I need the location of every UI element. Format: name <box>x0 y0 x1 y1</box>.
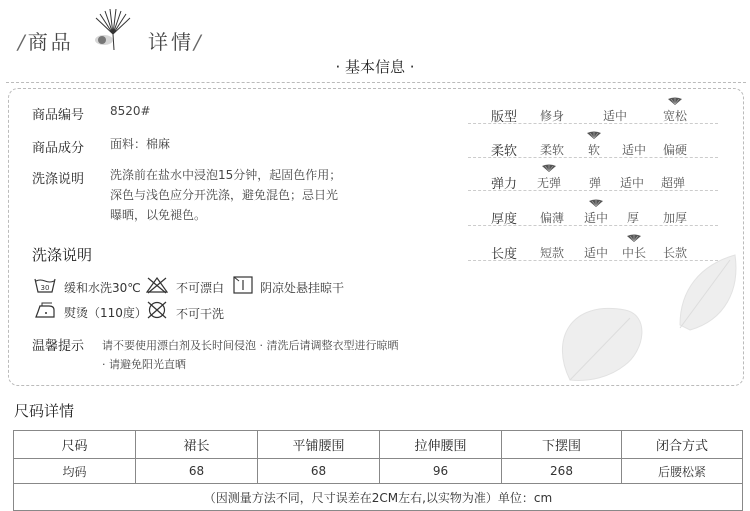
header-cell: 拉伸腰围 <box>380 431 502 459</box>
attribute-divider <box>468 190 718 191</box>
no-bleach-icon <box>146 276 168 294</box>
header-right: 详情/ <box>148 30 204 54</box>
size-note-row <box>14 484 743 511</box>
attribute-label: 厚度 <box>491 212 518 227</box>
composition-value: 面料：棉麻 <box>110 137 171 151</box>
table-cell: 68 <box>258 459 380 484</box>
table-cell: 268 <box>502 459 622 484</box>
table-cell: 96 <box>380 459 502 484</box>
attribute-option: 长款 <box>663 246 688 260</box>
header-cell: 闭合方式 <box>622 431 743 459</box>
size-note: （因测量方法不同，尺寸误差在2CM左右,以实物为准）单位：cm <box>14 484 743 511</box>
selected-marker-icon <box>586 131 602 140</box>
wash-30-icon <box>34 276 56 294</box>
hang-dry-shade-icon <box>232 276 254 294</box>
size-title: 尺码详情 <box>14 402 75 420</box>
tips-label: 温馨提示 <box>32 339 85 354</box>
attribute-option: 软 <box>588 143 601 157</box>
size-table-header <box>14 431 743 459</box>
attribute-option: 适中 <box>584 211 609 225</box>
header-cell: 下摆围 <box>502 431 622 459</box>
care-dry-text: 阴凉处悬挂晾干 <box>260 281 345 295</box>
attribute-option: 适中 <box>622 143 647 157</box>
attribute-label: 版型 <box>491 110 518 125</box>
table-cell: 68 <box>136 459 258 484</box>
attribute-option: 短款 <box>540 246 565 260</box>
header-cell: 尺码 <box>14 431 136 459</box>
attribute-divider <box>468 123 718 124</box>
header-cell: 裙长 <box>136 431 258 459</box>
header-cell: 平铺腰围 <box>258 431 380 459</box>
attribute-option: 适中 <box>620 176 645 190</box>
attribute-label: 长度 <box>491 247 518 262</box>
iron-icon <box>34 302 56 320</box>
tips-line-1: 请不要使用漂白剂及长时间侵泡 · 清洗后请调整衣型进行晾晒 <box>102 339 399 352</box>
attribute-option: 偏薄 <box>540 211 565 225</box>
attribute-label: 弹力 <box>491 177 518 192</box>
divider <box>6 82 746 83</box>
svg-text:30: 30 <box>40 284 50 292</box>
selected-marker-icon <box>541 164 557 173</box>
header-right-text: 详情 <box>148 30 194 54</box>
selected-marker-icon <box>667 97 683 106</box>
tips-line-2: · 请避免阳光直晒 <box>102 358 186 371</box>
no-dry-clean-icon <box>146 301 168 319</box>
attribute-option: 无弹 <box>537 176 562 190</box>
care-bleach-text: 不可漂白 <box>176 281 225 295</box>
header-left: /商品 <box>18 30 74 54</box>
attribute-divider <box>468 225 718 226</box>
care-iron-text: 熨烫（110度） <box>64 306 147 320</box>
attribute-divider <box>468 157 718 158</box>
attribute-option: 弹 <box>589 176 602 190</box>
attribute-option: 偏硬 <box>663 143 688 157</box>
basic-info-title: · 基本信息 · <box>335 58 415 76</box>
attribute-label: 柔软 <box>491 144 518 159</box>
care-wash-text: 缓和水洗30℃ <box>64 281 141 295</box>
ginkgo-leaf-icon <box>90 6 136 52</box>
attribute-divider <box>468 260 718 261</box>
header-left-text: 商品 <box>27 30 74 54</box>
table-row <box>14 459 743 484</box>
attribute-option: 修身 <box>540 109 565 123</box>
composition-label: 商品成分 <box>32 141 85 156</box>
attribute-option: 超弹 <box>661 176 686 190</box>
product-code-value: 8520# <box>110 104 151 118</box>
attribute-option: 适中 <box>584 246 609 260</box>
attribute-option: 适中 <box>603 109 628 123</box>
product-code-label: 商品编号 <box>32 108 85 123</box>
wash-line-3: 曝晒，以免褪色。 <box>110 208 207 222</box>
attribute-option: 厚 <box>627 211 640 225</box>
attribute-option: 宽松 <box>663 109 688 123</box>
wash-label: 洗涤说明 <box>32 172 85 187</box>
selected-marker-icon <box>626 234 642 243</box>
table-cell: 后腰松紧 <box>622 459 743 484</box>
selected-marker-icon <box>588 199 604 208</box>
wash-line-1: 洗涤前在盐水中浸泡15分钟，起固色作用； <box>110 168 342 182</box>
attribute-option: 中长 <box>622 246 647 260</box>
attribute-option: 加厚 <box>663 211 688 225</box>
attribute-option: 柔软 <box>540 143 565 157</box>
care-dryclean-text: 不可干洗 <box>176 307 225 321</box>
wash-line-2: 深色与浅色应分开洗涤，避免混色；忌日光 <box>110 188 339 202</box>
table-cell: 均码 <box>14 459 136 484</box>
size-table <box>13 430 743 511</box>
care-title: 洗涤说明 <box>32 246 93 264</box>
